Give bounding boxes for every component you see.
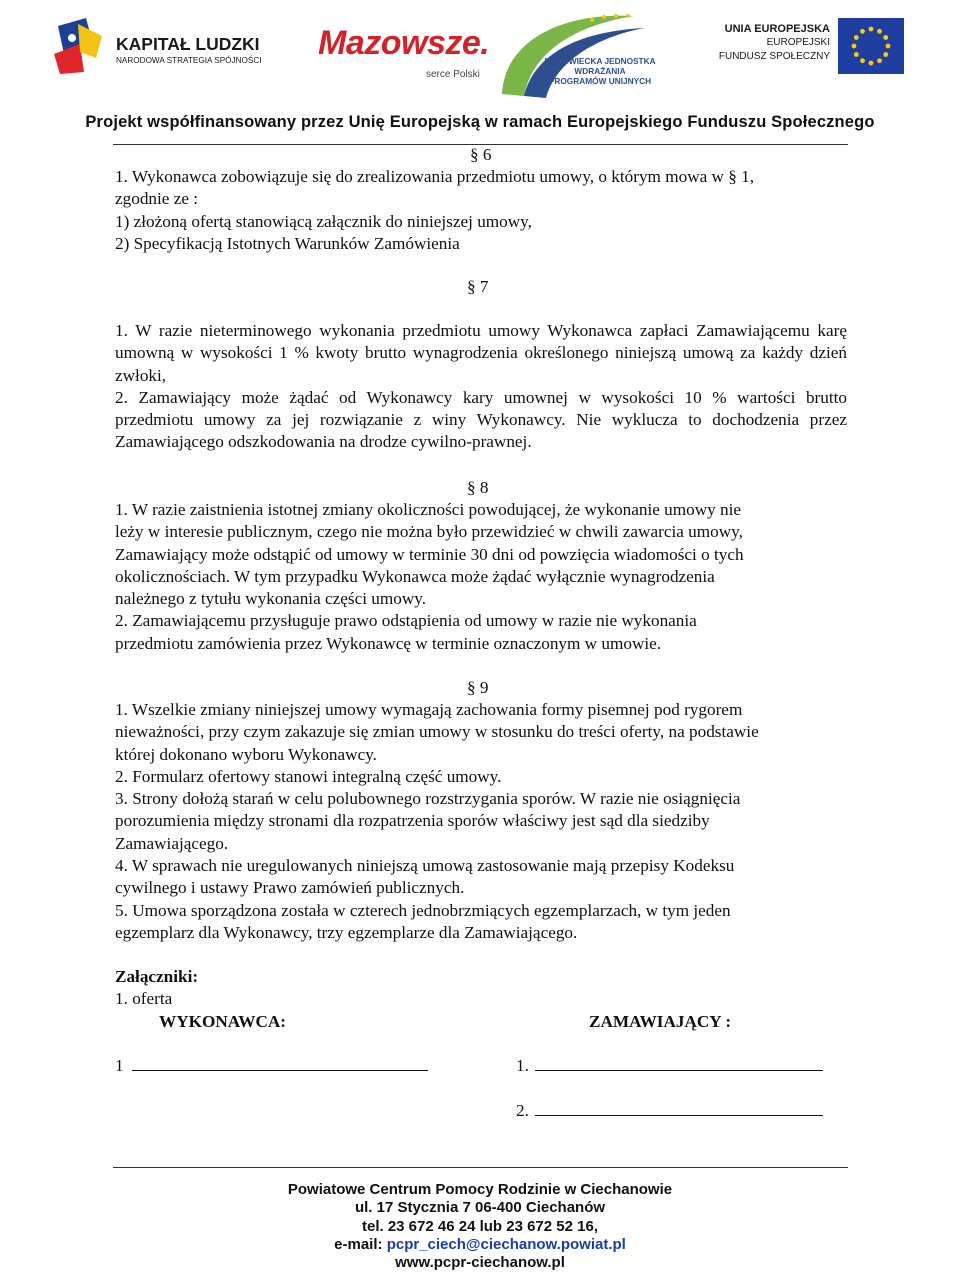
section-9-line: 5. Umowa sporządzona została w czterech jednobrzmiących egzemplarzach, w tym jeden [115, 900, 731, 920]
eu-logo [700, 18, 910, 78]
client-signature-blank [535, 1056, 823, 1071]
contractor-signature-blank [132, 1056, 428, 1071]
attachment-item: 1. oferta [115, 989, 173, 1008]
section-9-line: egzemplarz dla Wykonawcy, trzy egzemplarze dla Zamawiającego. [115, 922, 578, 942]
eu-line-3: FUNDUSZ SPOŁECZNY [718, 51, 830, 62]
footer-phone: tel. 23 672 46 24 lub 23 672 52 16, [361, 1217, 598, 1235]
section-9-body [115, 699, 847, 944]
mjwpu-line-3: PROGRAMÓW UNIJNYCH [548, 76, 652, 86]
kapital-ludzki-logo [50, 14, 295, 84]
section-6-heading: § 6 [470, 145, 492, 164]
mjwpu-text [540, 56, 660, 86]
contractor-signature-number: 1 [115, 1056, 124, 1075]
contractor-label: WYKONAWCA: [159, 1012, 286, 1031]
section-9-line: 2. Formularz ofertowy stanowi integralną część umowy. [115, 766, 502, 786]
eu-star-icon [860, 58, 865, 63]
section-6-line: 2) Specyfikacją Istotnych Warunków Zamówienia [115, 233, 460, 253]
section-8-body [115, 499, 847, 655]
kapital-ludzki-title: KAPITAŁ LUDZKI [116, 34, 260, 54]
section-9-line: której dokonano wyboru Wykonawcy. [115, 744, 377, 764]
section-6-line: zgodnie ze : [115, 189, 199, 209]
eu-line-2: EUROPEJSKI [766, 37, 830, 48]
section-7-paragraph-2: 2. Zamawiający może żądać od Wykonawcy kary umownej w wysokości 10 % wartości brutto przedmiotu umowy za jej rozwiązanie z winy Wykonawcy. Nie wyklucza to dochodzenia przez Zamawiającego odszkodowania na drodze cywilno-prawnej. [115, 387, 847, 452]
mazowsze-subtitle: serce Polski [426, 69, 480, 80]
footer-email-link[interactable]: pcpr_ciech@ciechanow.powiat.pl [386, 1235, 626, 1253]
eu-star-icon [860, 29, 865, 34]
mjwpu-line-1: MAZOWIECKA JEDNOSTKA [544, 56, 656, 66]
mjwpu-line-2: WDRAŻANIA [574, 66, 626, 76]
kapital-ludzki-emblem-icon [50, 14, 110, 76]
section-8-line: należnego z tytułu wykonania części umowy. [115, 589, 427, 609]
eu-star-icon [869, 61, 874, 66]
section-9-line: nieważności, przy czym zakazuje się zmian umowy w stosunku do treści oferty, na podstawie [115, 722, 759, 742]
client-signature-blank [535, 1101, 823, 1116]
section-9-line: porozumienia między stronami dla rozpatrzenia sporów właściwy jest sąd dla siedziby [115, 811, 710, 831]
section-8-line: Zamawiający może odstąpić od umowy w terminie 30 dni od powzięcia wiadomości o tych [115, 544, 744, 564]
eu-star-icon [883, 35, 888, 40]
eu-star-icon [886, 44, 891, 49]
section-9-line: 1. Wszelkie zmiany niniejszej umowy wymagają zachowania formy pisemnej pod rygorem [115, 700, 743, 719]
mjwpu-logo [494, 6, 664, 100]
footer-email-label: e-mail: [334, 1235, 383, 1253]
section-9-line: 3. Strony dołożą starań w celu polubownego rozstrzygania sporów. W razie nie osiągnięcia [115, 789, 741, 809]
client-signature-line-1 [516, 1056, 823, 1076]
header-logos [0, 0, 960, 110]
funding-line: Projekt współfinansowany przez Unię Europejską w ramach Europejskiego Funduszu Społecznego [85, 113, 875, 131]
section-8-line: leży w interesie publicznym, czego nie można było przewidzieć w chwili zawarcia umowy, [115, 522, 743, 542]
section-7-paragraph-1: 1. W razie nieterminowego wykonania przedmiotu umowy Wykonawca zapłaci Zamawiającemu karę umowną w wysokości 1 % kwoty brutto wynagrodzenia określonego niniejszą umową za każdy dzień zwłoki, [115, 321, 847, 385]
section-8-heading: § 8 [467, 478, 489, 497]
eu-flag-icon [838, 18, 904, 74]
section-9-line: cywilnego i ustawy Prawo zamówień publicznych. [115, 878, 465, 898]
client-signature-line-2 [516, 1101, 823, 1121]
footer-rule [113, 1167, 848, 1168]
eu-text [700, 22, 830, 64]
footer [0, 1181, 960, 1272]
client-label: ZAMAWIAJĄCY : [589, 1012, 732, 1031]
section-7-heading: § 7 [467, 277, 489, 296]
section-8-line: 2. Zamawiającemu przysługuje prawo odstąpienia od umowy w razie nie wykonania [115, 611, 697, 631]
client-signature-number: 1. [516, 1056, 529, 1075]
eu-star-icon [877, 58, 882, 63]
footer-website[interactable]: www.pcpr-ciechanow.pl [395, 1254, 565, 1272]
attachments-label: Załączniki: [115, 967, 199, 986]
section-8-line: przedmiotu zamówienia przez Wykonawcę w terminie oznaczonym w umowie. [115, 633, 662, 653]
kapital-ludzki-subtitle: NARODOWA STRATEGIA SPÓJNOŚCI [116, 56, 262, 65]
mazowsze-title: Mazowsze. [318, 24, 490, 62]
footer-address: ul. 17 Stycznia 7 06-400 Ciechanów [354, 1199, 606, 1217]
footer-email-row [0, 1236, 960, 1254]
eu-star-icon [854, 52, 859, 57]
mazowsze-logo [318, 24, 490, 90]
footer-org: Powiatowe Centrum Pomocy Rodzinie w Ciechanowie [287, 1181, 673, 1198]
section-9-line: 4. W sprawach nie uregulowanych niniejszą umową zastosowanie mają przepisy Kodeksu [115, 856, 735, 876]
contractor-signature-line-1 [115, 1056, 428, 1076]
section-6-line: 1. Wykonawca zobowiązuje się do zrealizowania przedmiotu umowy, o którym mowa w § 1, [115, 167, 755, 186]
section-6-line: 1) złożoną ofertą stanowiącą załącznik do niniejszej umowy, [115, 211, 532, 231]
eu-star-icon [883, 52, 888, 57]
eu-star-icon [854, 35, 859, 40]
section-9-line: Zamawiającego. [115, 833, 229, 853]
eu-line-1: UNIA EUROPEJSKA [724, 23, 830, 35]
client-signature-number: 2. [516, 1101, 529, 1120]
section-6-body [115, 166, 847, 255]
section-8-line: okolicznościach. W tym przypadku Wykonawca może żądać wyłącznie wynagrodzenia [115, 566, 715, 586]
eu-star-icon [869, 27, 874, 32]
eu-star-icon [877, 29, 882, 34]
section-7-body [115, 320, 847, 454]
section-8-line: 1. W razie zaistnienia istotnej zmiany okoliczności powodującej, że wykonanie umowy nie [115, 500, 742, 519]
section-9-heading: § 9 [467, 678, 489, 697]
eu-star-icon [852, 44, 857, 49]
